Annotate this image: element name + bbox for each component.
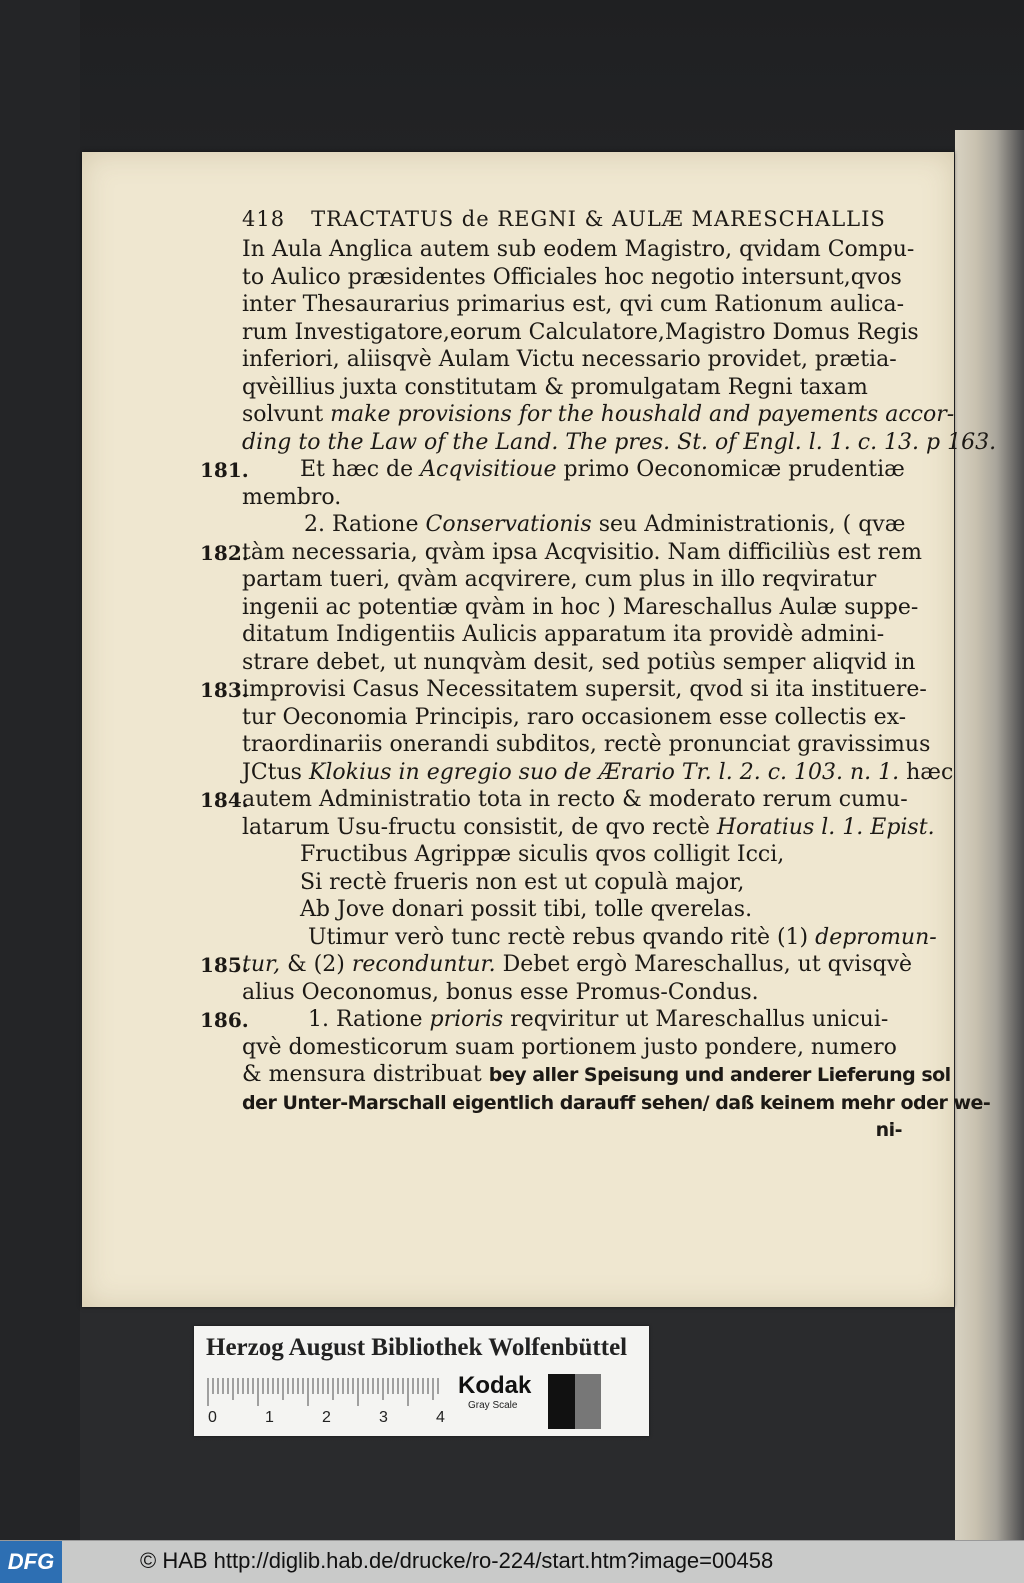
- roman-text: solvunt: [242, 402, 331, 427]
- ruler-number: 2: [322, 1409, 331, 1426]
- roman-text: Utimur verò tunc rectè rebus qvando ritè (1): [308, 924, 816, 950]
- fraktur-text: der Unter-Marschall eigentlich darauff sehen/ daß keinem mehr oder we-: [242, 1091, 991, 1114]
- roman-text: seu Administrationis, ( qvæ: [591, 512, 906, 537]
- italic-text: Acqvisitioue: [420, 457, 557, 482]
- italic-text: ding to the Law of the Land. The pres. St. of Engl. l. 1. c. 13. p 163.: [242, 429, 997, 455]
- roman-text: qvèillius juxta constitutam & promulgatam Regni taxam: [242, 374, 868, 400]
- roman-text: rum Investigatore,eorum Calculatore,Magistro Domus Regis: [242, 319, 919, 345]
- text-line: [242, 704, 922, 732]
- text-line: [242, 291, 922, 319]
- roman-text: ditatum Indigentiis Aulicis apparatum ita providè admini-: [242, 622, 885, 647]
- italic-text: tur,: [242, 952, 281, 977]
- gray-scale-patches: [548, 1374, 628, 1429]
- text-line: [242, 484, 922, 512]
- running-head: [242, 207, 942, 231]
- text-line: [242, 374, 922, 402]
- italic-text: depromun-: [815, 924, 937, 950]
- roman-text: Si rectè frueris non est ut copulà major,: [300, 869, 745, 895]
- italic-text: Conservationis: [425, 512, 592, 537]
- text-line: [242, 1034, 922, 1062]
- library-label-card: [194, 1326, 649, 1436]
- text-line: [242, 649, 922, 677]
- dfg-logo: DFG: [0, 1541, 62, 1583]
- roman-text: tàm necessaria, qvàm ipsa Acqvisitio. Nam difficiliùs est rem: [242, 539, 922, 565]
- footer-bar: [0, 1540, 1024, 1583]
- text-line: [242, 539, 922, 567]
- copyright-url: © HAB http://diglib.hab.de/drucke/ro-224/start.htm?image=00458: [140, 1548, 774, 1573]
- fraktur-text: ni-: [875, 1119, 902, 1141]
- text-line: [242, 1061, 951, 1089]
- text-line: [242, 511, 922, 539]
- roman-text: & mensura distribuat: [242, 1062, 489, 1087]
- text-line: [242, 759, 954, 787]
- margin-section-number: 186.: [200, 1008, 249, 1032]
- roman-text: JCtus: [242, 759, 309, 785]
- italic-text: make provisions for the houshald and payements accor-: [330, 402, 955, 427]
- text-line: [242, 1006, 922, 1034]
- italic-text: Klokius in egregio suo de Ærario Tr. l. 2. c. 103. n. 1.: [308, 759, 900, 785]
- text-line: [242, 896, 922, 924]
- roman-text: qvè domesticorum suam portionem justo pondere, numero: [242, 1034, 897, 1060]
- text-line: [242, 676, 927, 704]
- roman-text: Ab Jove donari possit tibi, tolle qverelas.: [300, 897, 753, 922]
- margin-section-number: 185.: [200, 953, 249, 977]
- text-line: [242, 236, 922, 264]
- italic-text: Horatius l. 1. Epist.: [716, 814, 935, 840]
- roman-text: traordinariis onerandi subditos, rectè pronunciat gravissimus: [242, 732, 931, 757]
- roman-text: tur Oeconomia Principis, raro occasionem esse collectis ex-: [242, 704, 907, 730]
- body-text: [242, 236, 997, 1144]
- text-line: [242, 566, 922, 594]
- margin-section-number: 182.: [200, 540, 249, 565]
- roman-text: strare debet, ut nunqvàm desit, sed potiùs semper aliqvid in: [242, 649, 916, 675]
- roman-text: ingenii ac potentiæ qvàm in hoc ) Mareschallus Aulæ suppe-: [242, 594, 919, 620]
- roman-text: reqviritur ut Mareschallus unicui-: [503, 1007, 889, 1032]
- text-line: [242, 731, 931, 759]
- ruler-number: 3: [379, 1409, 388, 1426]
- roman-text: improvisi Casus Necessitatem supersit, qvod si ita instituere-: [242, 677, 927, 702]
- text-line: [242, 264, 922, 292]
- roman-text: to Aulico præsidentes Officiales hoc negotio intersunt,qvos: [242, 264, 902, 290]
- margin-section-number: 184.: [200, 788, 249, 812]
- italic-text: reconduntur.: [351, 952, 496, 977]
- text-line: [242, 319, 922, 347]
- text-line: [242, 1089, 991, 1117]
- text-line: [242, 951, 922, 979]
- text-line: [242, 814, 935, 842]
- page-number: 418: [242, 207, 286, 231]
- text-line: [242, 594, 922, 622]
- text-line: [242, 429, 997, 457]
- margin-section-number: 181.: [200, 458, 249, 482]
- fraktur-text: bey aller Speisung und anderer Lieferung sol: [488, 1064, 951, 1086]
- roman-text: In Aula Anglica autem sub eodem Magistro, qvidam Compu-: [242, 237, 915, 262]
- book-page: [82, 152, 997, 1307]
- roman-text: alius Oeconomus, bonus esse Promus-Condus.: [242, 979, 759, 1005]
- text-line: [242, 869, 922, 897]
- library-label-title: Herzog August Bibliothek Wolfenbüttel: [206, 1334, 628, 1361]
- text-line: [242, 979, 922, 1007]
- roman-text: 2. Ratione: [304, 512, 426, 537]
- scanner-left-edge: [0, 0, 80, 1540]
- text-line: [242, 621, 922, 649]
- book-page-edge: [955, 130, 1024, 1540]
- text-line: [242, 456, 922, 484]
- roman-text: membro.: [242, 484, 342, 510]
- text-line: [242, 841, 922, 869]
- scale-ruler: [206, 1376, 445, 1426]
- roman-text: Debet ergò Mareschallus, ut qvisqvè: [495, 952, 913, 977]
- roman-text: inferiori, aliisqvè Aulam Victu necessario providet, prætia-: [242, 347, 897, 372]
- gray-patch: [575, 1374, 602, 1429]
- roman-text: inter Thesaurarius primarius est, qvi cum Rationum aulica-: [242, 292, 905, 317]
- text-line: [242, 1116, 922, 1144]
- roman-text: autem Administratio tota in recto & moderato rerum cumu-: [242, 787, 908, 812]
- running-head-title: TRACTATUS de REGNI & AULÆ MARESCHALLIS: [311, 207, 886, 231]
- italic-text: prioris: [429, 1007, 504, 1032]
- roman-text: Fructibus Agrippæ siculis qvos colligit Icci,: [300, 842, 785, 867]
- roman-text: primo Oeconomicæ prudentiæ: [556, 457, 905, 482]
- text-line: [242, 346, 922, 374]
- gray-patch: [601, 1374, 628, 1429]
- gray-patch: [548, 1374, 575, 1429]
- roman-text: hæc: [899, 759, 954, 785]
- ruler-number: 1: [265, 1409, 274, 1426]
- kodak-gray-scale-text: Gray Scale: [468, 1400, 518, 1411]
- roman-text: latarum Usu-fructu consistit, de qvo rectè: [242, 814, 717, 840]
- ruler-number: 0: [208, 1409, 217, 1426]
- roman-text: partam tueri, qvàm acqvirere, cum plus in illo reqviratur: [242, 567, 877, 592]
- margin-section-number: 183.: [200, 678, 249, 702]
- roman-text: & (2): [280, 952, 352, 977]
- kodak-logo-text: Kodak: [458, 1372, 532, 1399]
- ruler-number: 4: [436, 1409, 445, 1426]
- roman-text: Et hæc de: [300, 457, 421, 482]
- text-line: [242, 924, 937, 952]
- roman-text: 1. Ratione: [308, 1007, 430, 1032]
- text-line: [242, 786, 922, 814]
- text-line: [242, 401, 955, 429]
